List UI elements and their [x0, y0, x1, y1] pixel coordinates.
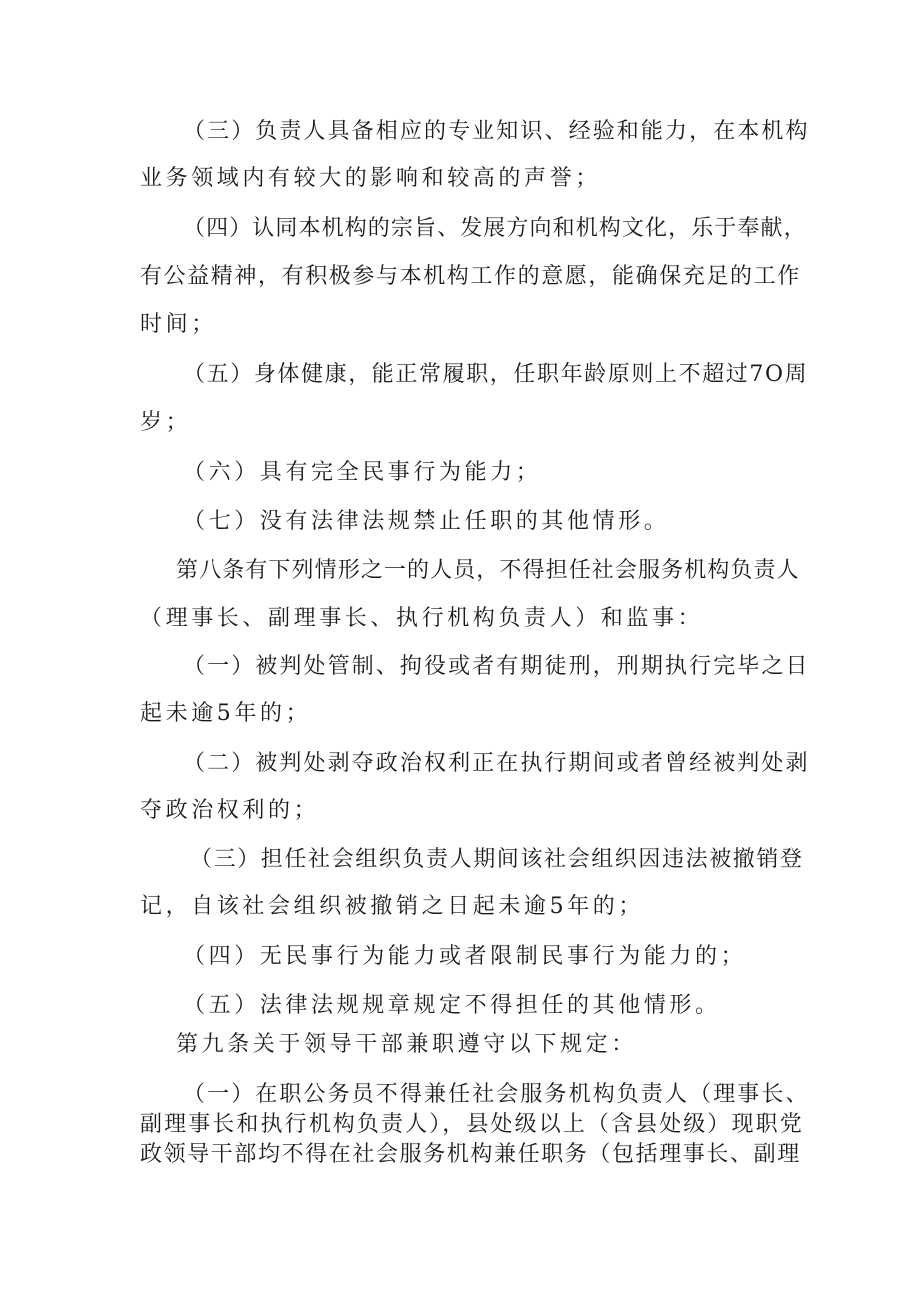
text-line: 夺政治权利的； — [140, 798, 320, 823]
text-line: 业务领域内有较大的影响和较高的声誉； — [140, 166, 601, 191]
text-line: （四）认同本机构的宗旨、发展方向和机构文化，乐于奉献， — [183, 216, 807, 241]
text-line: （六）具有完全民事行为能力； — [183, 460, 542, 485]
text-line: （五）身体健康，能正常履职，任职年龄原则上不超过7O周 — [183, 362, 809, 387]
text-line: （七）没有法律法规禁止任职的其他情形。 — [183, 509, 670, 534]
text-line: （二）被判处剥夺政治权利正在执行期间或者曾经被判处剥 — [183, 751, 810, 776]
text-line: （三）担任社会组织负责人期间该社会组织因违法被撤销登 — [190, 847, 804, 872]
article-heading: 第九条关于领导干部兼职遵守以下规定： — [176, 1032, 637, 1057]
text-line: （四）无民事行为能力或者限制民事行为能力的； — [183, 944, 747, 969]
text-line: 时间； — [140, 312, 217, 337]
text-line: （理事长、副理事长、执行机构负责人）和监事： — [140, 606, 704, 631]
text-line: 起未逾5年的； — [140, 701, 312, 726]
text-line: 岁； — [140, 410, 192, 435]
text-line: 副理事长和执行机构负责人），县处级以上（含县处级）现职党 — [140, 1112, 804, 1137]
text-line: 政领导干部均不得在社会服务机构兼任职务（包括理事长、副理 — [140, 1142, 801, 1167]
text-line: （一）被判处管制、拘役或者有期徒刑，刑期执行完毕之日 — [183, 654, 810, 679]
text-line: （三）负责人具备相应的专业知识、经验和能力，在本机构 — [183, 119, 810, 144]
text-line: 记，自该社会组织被撤销之日起未逾5年的； — [140, 894, 644, 919]
text-line: （五）法律法规规章规定不得担任的其他情形。 — [183, 993, 721, 1018]
text-line: （一）在职公务员不得兼任社会服务机构负责人（理事长、 — [183, 1082, 810, 1107]
text-line: 有公益精神，有积极参与本机构工作的意愿，能确保充足的工作 — [140, 264, 801, 289]
article-heading: 第八条有下列情形之一的人员，不得担任社会服务机构负责人 — [176, 558, 800, 583]
